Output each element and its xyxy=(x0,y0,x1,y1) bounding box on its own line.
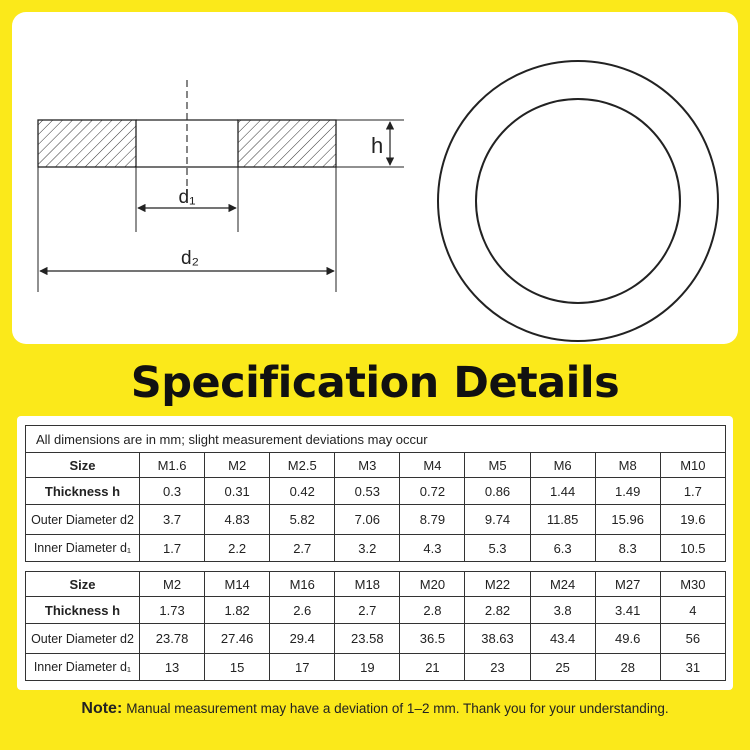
row-label: Thickness h xyxy=(26,597,140,624)
table-cell-thickness: 0.31 xyxy=(205,478,270,505)
row-label: Inner Diameter d₁ xyxy=(26,654,140,681)
footer-note-label: Note: xyxy=(81,700,123,717)
table-cell-outer: 36.5 xyxy=(400,624,465,654)
table-cell-thickness: 3.41 xyxy=(595,597,660,624)
table-cell-size: M27 xyxy=(595,572,660,597)
table-cell-size: M4 xyxy=(400,453,465,478)
table-cell-outer: 43.4 xyxy=(530,624,595,654)
table-cell-size: M2 xyxy=(140,572,205,597)
table-cell-inner: 1.7 xyxy=(140,535,205,562)
table-cell-size: M20 xyxy=(400,572,465,597)
table-cell-outer: 8.79 xyxy=(400,505,465,535)
table-cell-inner: 19 xyxy=(335,654,400,681)
table-cell-size: M10 xyxy=(660,453,725,478)
washer-top-view xyxy=(438,61,718,341)
table-cell-inner: 31 xyxy=(660,654,725,681)
table-cell-size: M2.5 xyxy=(270,453,335,478)
table-cell-thickness: 1.49 xyxy=(595,478,660,505)
table-cell-outer: 11.85 xyxy=(530,505,595,535)
dimension-h xyxy=(336,120,404,167)
table-cell-inner: 6.3 xyxy=(530,535,595,562)
table-cell-inner: 15 xyxy=(205,654,270,681)
table-cell-size: M1.6 xyxy=(140,453,205,478)
table-cell-thickness: 1.73 xyxy=(140,597,205,624)
row-label: Size xyxy=(26,453,140,478)
table-cell-thickness: 3.8 xyxy=(530,597,595,624)
label-d1: d₁ xyxy=(178,187,196,208)
dimension-d1 xyxy=(136,167,238,232)
spec-table xyxy=(25,425,726,681)
table-cell-size: M8 xyxy=(595,453,660,478)
row-label: Size xyxy=(26,572,140,597)
table-cell-inner: 4.3 xyxy=(400,535,465,562)
table-cell-size: M14 xyxy=(205,572,270,597)
footer-note-text: Manual measurement may have a deviation of 1–2 mm. Thank you for your understanding. xyxy=(126,701,669,716)
table-cell-thickness: 1.44 xyxy=(530,478,595,505)
table-row xyxy=(26,535,726,562)
table-cell-outer: 38.63 xyxy=(465,624,530,654)
table-cell-inner: 23 xyxy=(465,654,530,681)
spec-table-panel xyxy=(17,416,733,690)
table-cell-inner: 2.2 xyxy=(205,535,270,562)
table-cell-thickness: 2.8 xyxy=(400,597,465,624)
washer-diagram xyxy=(12,12,738,344)
table-cell-outer: 27.46 xyxy=(205,624,270,654)
table-row xyxy=(26,597,726,624)
table-cell-size: M24 xyxy=(530,572,595,597)
table-cell-thickness: 0.3 xyxy=(140,478,205,505)
table-cell-thickness: 4 xyxy=(660,597,725,624)
table-row xyxy=(26,505,726,535)
table-cell-inner: 28 xyxy=(595,654,660,681)
table-cell-outer: 3.7 xyxy=(140,505,205,535)
label-h: h xyxy=(371,133,384,158)
page-title: Specification Details xyxy=(130,358,620,408)
table-cell-thickness: 2.82 xyxy=(465,597,530,624)
row-label: Inner Diameter d₁ xyxy=(26,535,140,562)
table-note-row xyxy=(26,426,726,453)
table-cell-outer: 23.58 xyxy=(335,624,400,654)
table-cell-thickness: 1.7 xyxy=(660,478,725,505)
diagram-panel xyxy=(12,12,738,344)
table-cell-inner: 17 xyxy=(270,654,335,681)
table-cell-size: M22 xyxy=(465,572,530,597)
table-cell-size: M3 xyxy=(335,453,400,478)
table-note: All dimensions are in mm; slight measurement deviations may occur xyxy=(26,426,726,453)
table-cell-outer: 56 xyxy=(660,624,725,654)
table-cell-thickness: 1.82 xyxy=(205,597,270,624)
table-cell-inner: 3.2 xyxy=(335,535,400,562)
table-cell-outer: 5.82 xyxy=(270,505,335,535)
table-cell-thickness: 0.53 xyxy=(335,478,400,505)
washer-cross-section xyxy=(38,80,336,202)
table-cell-size: M18 xyxy=(335,572,400,597)
table-cell-inner: 10.5 xyxy=(660,535,725,562)
table-cell-size: M5 xyxy=(465,453,530,478)
table-cell-size: M6 xyxy=(530,453,595,478)
table-spacer-cell xyxy=(26,562,726,572)
table-row xyxy=(26,654,726,681)
table-cell-size: M2 xyxy=(205,453,270,478)
table-cell-outer: 29.4 xyxy=(270,624,335,654)
table-cell-outer: 9.74 xyxy=(465,505,530,535)
table-cell-thickness: 2.7 xyxy=(335,597,400,624)
table-cell-outer: 7.06 xyxy=(335,505,400,535)
table-row xyxy=(26,478,726,505)
table-row xyxy=(26,453,726,478)
table-cell-outer: 19.6 xyxy=(660,505,725,535)
table-cell-outer: 49.6 xyxy=(595,624,660,654)
footer-note xyxy=(0,700,750,718)
table-cell-inner: 2.7 xyxy=(270,535,335,562)
table-cell-thickness: 0.42 xyxy=(270,478,335,505)
row-label: Outer Diameter d2 xyxy=(26,624,140,654)
label-d2: d₂ xyxy=(181,248,199,269)
row-label: Outer Diameter d2 xyxy=(26,505,140,535)
table-spacer xyxy=(26,562,726,572)
table-cell-thickness: 0.72 xyxy=(400,478,465,505)
row-label: Thickness h xyxy=(26,478,140,505)
table-cell-inner: 5.3 xyxy=(465,535,530,562)
table-row xyxy=(26,572,726,597)
table-cell-thickness: 2.6 xyxy=(270,597,335,624)
table-cell-outer: 15.96 xyxy=(595,505,660,535)
table-cell-size: M16 xyxy=(270,572,335,597)
table-cell-size: M30 xyxy=(660,572,725,597)
table-cell-inner: 25 xyxy=(530,654,595,681)
table-cell-inner: 8.3 xyxy=(595,535,660,562)
table-cell-inner: 13 xyxy=(140,654,205,681)
table-cell-outer: 23.78 xyxy=(140,624,205,654)
table-cell-outer: 4.83 xyxy=(205,505,270,535)
table-cell-thickness: 0.86 xyxy=(465,478,530,505)
table-cell-inner: 21 xyxy=(400,654,465,681)
table-row xyxy=(26,624,726,654)
